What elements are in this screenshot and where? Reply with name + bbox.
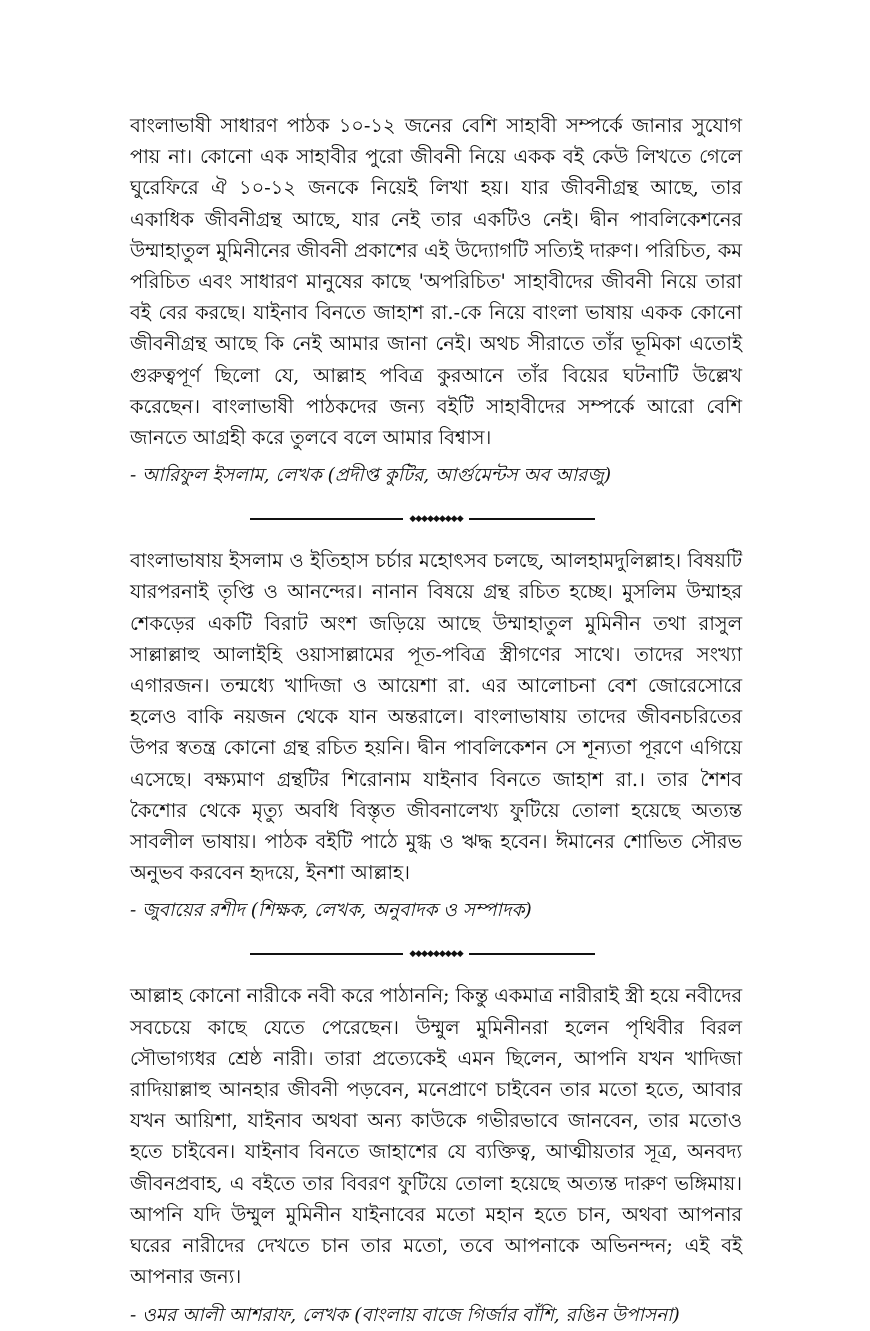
review-text: বাংলাভাষায় ইসলাম ও ইতিহাস চর্চার মহোৎসব চলছে, আলহামদুলিল্লাহ। বিষয়টি যারপরনাই তৃপ্তি ও আনন্দের। নানান বিষয়ে গ্রন্থ রচিত হচ্ছে। মুসলিম উম্মাহর শেকড়ের একটি বিরাট অংশ জড়িয়ে আছে উম্মাহাতুল মুমিনীন তথা রাসুল সাল্লাল্লাহু আলাইহি ওয়াসাল্লামের পূত-পবিত্র স্ত্রীগণের সাথে। তাদের সংখ্যা এগারজন। তন্মধ্যে খাদিজা ও আয়েশা রা. এর আলোচনা বেশ জোরেসোরে হলেও বাকি নয়জন থেকে যান অন্তরালে। বাংলাভাষায় তাদের জীবনচরিতের উপর স্বতন্ত্র কোনো গ্রন্থ রচিত হয়নি। দ্বীন পাবলিকেশন সে শূন্যতা পূরণে এগিয়ে এসেছে। বক্ষ্যমাণ গ্রন্থটির শিরোনাম যাইনাব বিনতে জাহাশ রা.। তার শৈশব কৈশোর থেকে মৃত্যু অবধি বিস্তৃত জীবনালেখ্য ফুটিয়ে তোলা হয়েছে অত্যন্ত সাবলীল ভাষায়। পাঠক বইটি পাঠে মুগ্ধ ও ঋদ্ধ হবেন। ঈমানের শোভিত সৌরভ অনুভব করবেন হৃদয়ে, ইনশা আল্লাহ। [130, 549, 742, 885]
review-block-3 [130, 980, 742, 1330]
review-attribution: - জুবায়ের রশীদ (শিক্ষক, লেখক, অনুবাদক ও সম্পাদক) [130, 900, 532, 922]
testimonials-page [130, 110, 742, 1331]
review-text: বাংলাভাষী সাধারণ পাঠক ১০-১২ জনের বেশি সাহাবী সম্পর্কে জানার সুযোগ পায় না। কোনো এক সাহাবীর পুরো জীবনী নিয়ে একক বই কেউ লিখতে গেলে ঘুরেফিরে ঐ ১০-১২ জনকে নিয়েই লিখা হয়। যার জীবনীগ্রন্থ আছে, তার একাধিক জীবনীগ্রন্থ আছে, যার নেই তার একটিও নেই। দ্বীন পাবলিকেশনের উম্মাহাতুল মুমিনীনের জীবনী প্রকাশের এই উদ্যোগটি সত্যিই দারুণ। পরিচিত, কম পরিচিত এবং সাধারণ মানুষের কাছে 'অপরিচিত' সাহাবীদের জীবনী নিয়ে তারা বই বের করছে। যাইনাব বিনতে জাহাশ রা.-কে নিয়ে বাংলা ভাষায় একক কোনো জীবনীগ্রন্থ আছে কি নেই আমার জানা নেই। অথচ সীরাতে তাঁর ভূমিকা এতোই গুরুত্বপূর্ণ ছিলো যে, আল্লাহ পবিত্র কুরআনে তাঁর বিয়ের ঘটনাটি উল্লেখ করেছেন। বাংলাভাষী পাঠকদের জন্য বইটি সাহাবীদের সম্পর্কে আরো বেশি জানতে আগ্রহী করে তুলবে বলে আমার বিশ্বাস। [130, 114, 742, 450]
section-divider [130, 509, 742, 529]
review-attribution: - আরিফুল ইসলাম, লেখক (প্রদীপ্ত কুটির, আর্গুমেন্টস অব আরজু) [130, 465, 612, 487]
review-block-2 [130, 545, 742, 926]
review-attribution: - ওমর আলী আশরাফ, লেখক (বাংলায় বাজে গির্জার বাঁশি, রঙিন উপাসনা) [130, 1304, 680, 1326]
review-block-1 [130, 110, 742, 491]
section-divider [130, 944, 742, 964]
review-text: আল্লাহ কোনো নারীকে নবী করে পাঠাননি; কিন্তু একমাত্র নারীরাই স্ত্রী হয়ে নবীদের সবচেয়ে কাছে যেতে পেরেছেন। উম্মুল মুমিনীনরা হলেন পৃথিবীর বিরল সৌভাগ্যধর শ্রেষ্ঠ নারী। তারা প্রত্যেকেই এমন ছিলেন, আপনি যখন খাদিজা রাদিয়াল্লাহু আনহার জীবনী পড়বেন, মনেপ্রাণে চাইবেন তার মতো হতে, আবার যখন আয়িশা, যাইনাব অথবা অন্য কাউকে গভীরভাবে জানবেন, তার মতোও হতে চাইবেন। যাইনাব বিনতে জাহাশের যে ব্যক্তিত্ব, আত্মীয়তার সূত্র, অনবদ্য জীবনপ্রবাহ, এ বইতে তার বিবরণ ফুটিয়ে তোলা হয়েছে অত্যন্ত দারুণ ভঙ্গিমায়। আপনি যদি উম্মুল মুমিনীন যাইনাবের মতো মহান হতে চান, অথবা আপনার ঘরের নারীদের দেখতে চান তার মতো, তবে আপনাকে অভিনন্দন; এই বই আপনার জন্য। [130, 984, 742, 1289]
diamond-ornament-icon: ◆◆◆◆◆◆◆◆◆ [130, 509, 742, 529]
diamond-ornament-icon: ◆◆◆◆◆◆◆◆◆ [130, 944, 742, 964]
